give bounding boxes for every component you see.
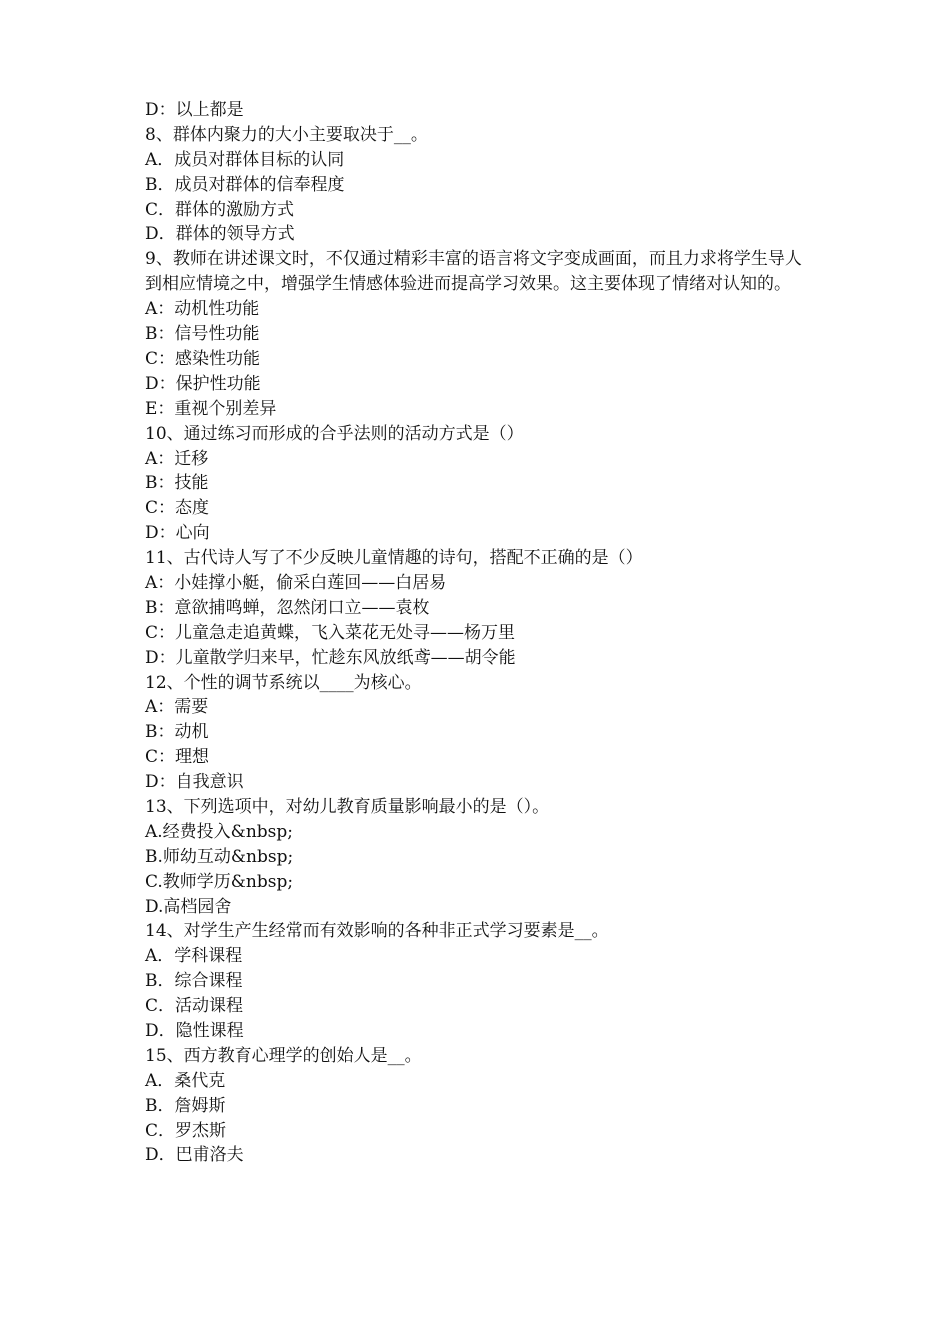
option-line: D：保护性功能 <box>145 373 261 394</box>
option-line: C．群体的激励方式 <box>145 199 295 220</box>
question-paragraph: 9、教师在讲述课文时，不仅通过精彩丰富的语言将文字变成画面，而且力求将学生导人到相应情境之中，增强学生情感体验进而提高学习效果。这主要体现了情绪对认知的。 <box>145 249 802 295</box>
option-line: B：信号性功能 <box>145 324 260 345</box>
option-line: C：态度 <box>145 498 210 519</box>
option-line: C．罗杰斯 <box>145 1120 227 1141</box>
option-line: A．成员对群体目标的认同 <box>145 149 345 170</box>
option-line: A．桑代克 <box>145 1070 226 1091</box>
option-line: D.高档园舍 <box>145 896 232 917</box>
option-line: A：小娃撑小艇，偷采白莲回——白居易 <box>145 572 447 593</box>
option-line: A：迁移 <box>145 448 209 469</box>
option-line: A：动机性功能 <box>145 299 260 320</box>
option-line: D．巴甫洛夫 <box>145 1145 244 1166</box>
option-line: E：重视个别差异 <box>145 398 277 419</box>
option-line: C：儿童急走追黄蝶，飞入菜花无处寻——杨万里 <box>145 622 516 643</box>
option-line: B：技能 <box>145 473 209 494</box>
question-line: 15、西方教育心理学的创始人是__。 <box>145 1045 422 1066</box>
option-line: D：儿童散学归来早，忙趁东风放纸鸢——胡令能 <box>145 647 516 668</box>
option-line: B：动机 <box>145 722 209 743</box>
option-line: C.教师学历&nbsp; <box>145 871 294 892</box>
option-line: D：以上都是 <box>145 100 244 120</box>
option-line: B．成员对群体的信奉程度 <box>145 174 345 195</box>
question-line: 12、个性的调节系统以____为核心。 <box>145 672 422 693</box>
question-line: 8、群体内聚力的大小主要取决于__。 <box>145 124 428 145</box>
question-line: 10、通过练习而形成的合乎法则的活动方式是（） <box>145 423 524 444</box>
option-line: C：感染性功能 <box>145 348 261 369</box>
option-line: D：自我意识 <box>145 772 244 793</box>
option-line: B：意欲捕鸣蝉，忽然闭口立——袁枚 <box>145 597 430 618</box>
option-line: C：理想 <box>145 747 210 768</box>
document-body <box>145 98 815 1168</box>
question-line: 13、下列选项中，对幼儿教育质量影响最小的是（）。 <box>145 796 550 817</box>
option-line: A.经费投入&nbsp; <box>145 821 293 842</box>
option-line: D：心向 <box>145 523 210 544</box>
option-line: D．隐性课程 <box>145 1020 244 1041</box>
option-line: A：需要 <box>145 697 209 718</box>
option-line: A．学科课程 <box>145 946 243 967</box>
option-line: B．詹姆斯 <box>145 1095 226 1116</box>
option-line: D．群体的领导方式 <box>145 224 295 245</box>
option-line: B．综合课程 <box>145 971 243 992</box>
option-line: C．活动课程 <box>145 996 244 1017</box>
question-line: 14、对学生产生经常而有效影响的各种非正式学习要素是__。 <box>145 921 609 942</box>
option-line: B.师幼互动&nbsp; <box>145 846 294 867</box>
question-line: 11、古代诗人写了不少反映儿童情趣的诗句，搭配不正确的是（） <box>145 548 643 569</box>
